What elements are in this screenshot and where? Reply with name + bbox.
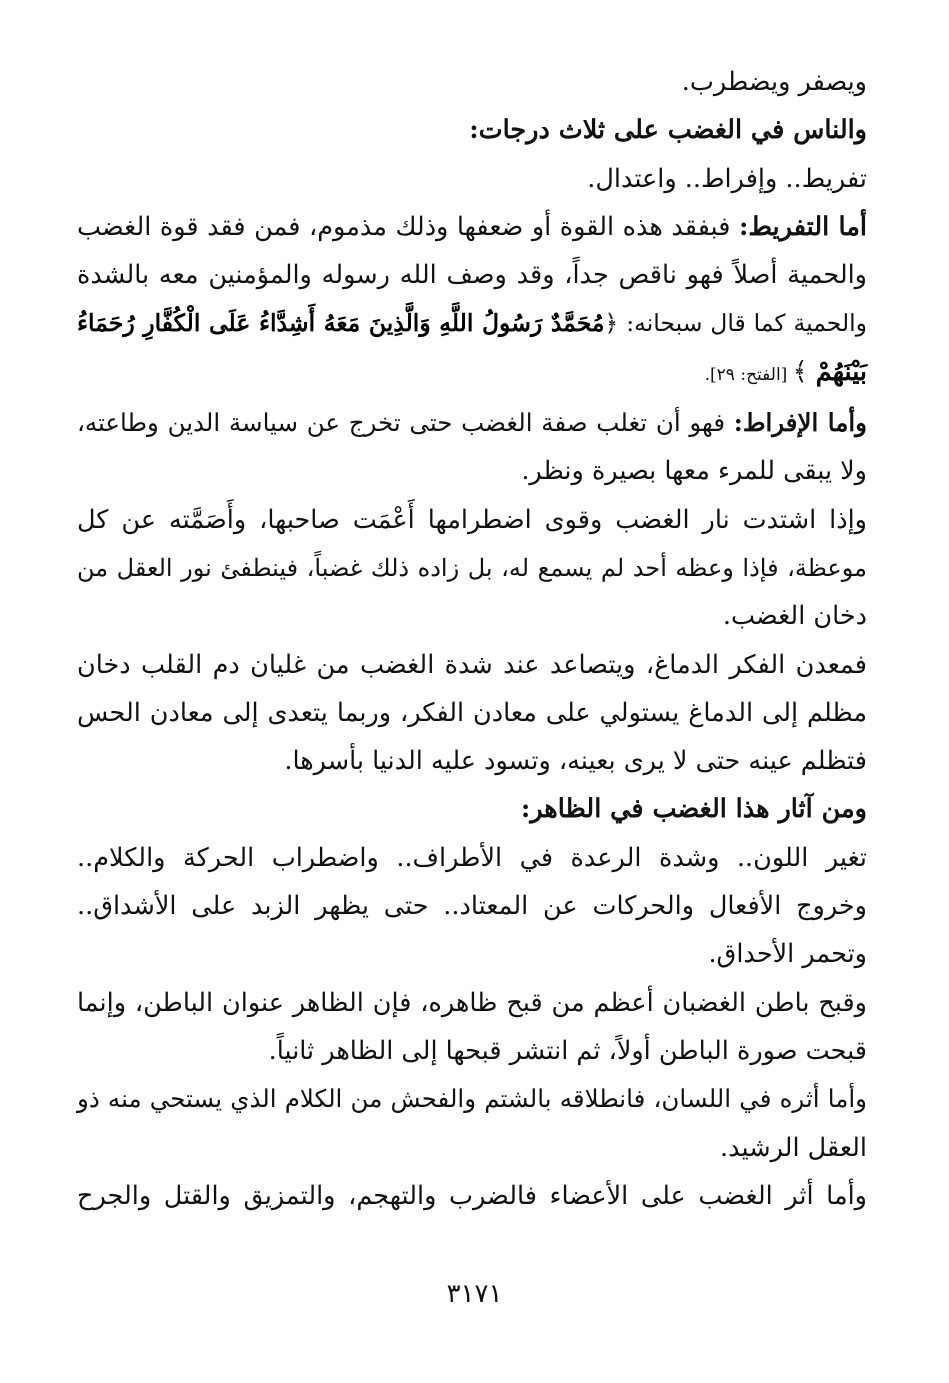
paragraph-line: مظلم إلى الدماغ يستولي على معادن الفكر، وربما يتعدى إلى معادن الحس: [77, 697, 867, 728]
quran-verse: مُحَمَّدٌ رَسُولُ اللَّهِ وَالَّذِينَ مَعَهُ أَشِدَّاءُ عَلَى الْكُفَّارِ رُحَمَاءُ: [77, 309, 605, 338]
page-number: ٣١٧١: [446, 1279, 503, 1309]
paragraph-line: وأما أثر الغضب على الأعضاء فالضرب والتهجم، والتمزيق والقتل والجرح: [77, 1180, 867, 1211]
paragraph-text: فهو أن تغلب صفة الغضب حتى تخرج عن سياسة الدين وطاعته،: [77, 408, 734, 438]
paragraph-line: ولا يبقى للمرء معها بصيرة ونظر.: [521, 456, 867, 487]
paragraph-line: تغير اللون.. وشدة الرعدة في الأطراف.. واضطراب الحركة والكلام..: [77, 842, 867, 873]
paragraph-line: [77, 203, 867, 251]
paragraph-line: والحمية أصلاً فهو ناقص جداً، وقد وصف الله رسوله والمؤمنين معه بالشدة: [77, 260, 867, 291]
paragraph-line: فتظلم عينه حتى لا يرى بعينه، وتسود عليه الدنيا بأسرها.: [284, 746, 867, 777]
paragraph-line: دخان الغضب.: [722, 601, 867, 632]
term-label: وأما الإفراط:: [733, 408, 868, 438]
text-line: تفريط.. وإفراط.. واعتدال.: [587, 163, 867, 194]
paragraph-line: وأما أثره في اللسان، فانطلاقه بالشتم والفحش من الكلام الذي يستحي منه ذو: [77, 1084, 867, 1114]
paragraph-text: فبفقد هذه القوة أو ضعفها وذلك مذموم، فمن فقد قوة الغضب: [77, 211, 739, 242]
quran-open-bracket: ﴿: [604, 309, 619, 338]
paragraph-line: وقبح باطن الغضبان أعظم من قبح ظاهره، فإن الظاهر عنوان الباطن، وإنما: [77, 987, 867, 1018]
paragraph-line: [77, 299, 867, 347]
section-heading: ومن آثار هذا الغضب في الظاهر:: [520, 794, 867, 825]
paragraph-line: [77, 348, 867, 399]
paragraph-line: وتحمر الأحداق.: [708, 939, 867, 970]
quran-close-bracket: ﴾: [792, 356, 816, 387]
verse-citation: [الفتح: ٢٩].: [704, 364, 793, 385]
paragraph-line: [77, 399, 867, 447]
paragraph-line: وخروج الأفعال والحركات عن المعتاد.. حتى يظهر الزبد على الأشداق..: [77, 891, 867, 922]
term-label: أما التفريط:: [738, 211, 867, 242]
page-body: [77, 58, 867, 1220]
paragraph-line: فمعدن الفكر الدماغ، ويتصاعد عند شدة الغضب من غليان دم القلب دخان: [77, 649, 867, 680]
paragraph-line: قبحت صورة الباطن أولاً، ثم انتشر قبحها إلى الظاهر ثانياً.: [268, 1035, 867, 1066]
quran-verse-end: بَيْنَهُمْ: [815, 356, 867, 387]
paragraph-line: وإذا اشتدت نار الغضب وقوى اضطرامها أَعْمَت صاحبها، وأَصَمَّته عن كل: [77, 504, 867, 535]
paragraph-text: والحمية كما قال سبحانه:: [618, 309, 867, 338]
section-heading: والناس في الغضب على ثلاث درجات:: [469, 115, 867, 146]
text-line: ويصفر ويضطرب.: [681, 67, 867, 97]
paragraph-line: موعظة، فإذا وعظه أحد لم يسمع له، بل زاده ذلك غضباً، فينطفئ نور العقل من: [77, 553, 867, 582]
paragraph-line: العقل الرشيد.: [720, 1132, 867, 1163]
